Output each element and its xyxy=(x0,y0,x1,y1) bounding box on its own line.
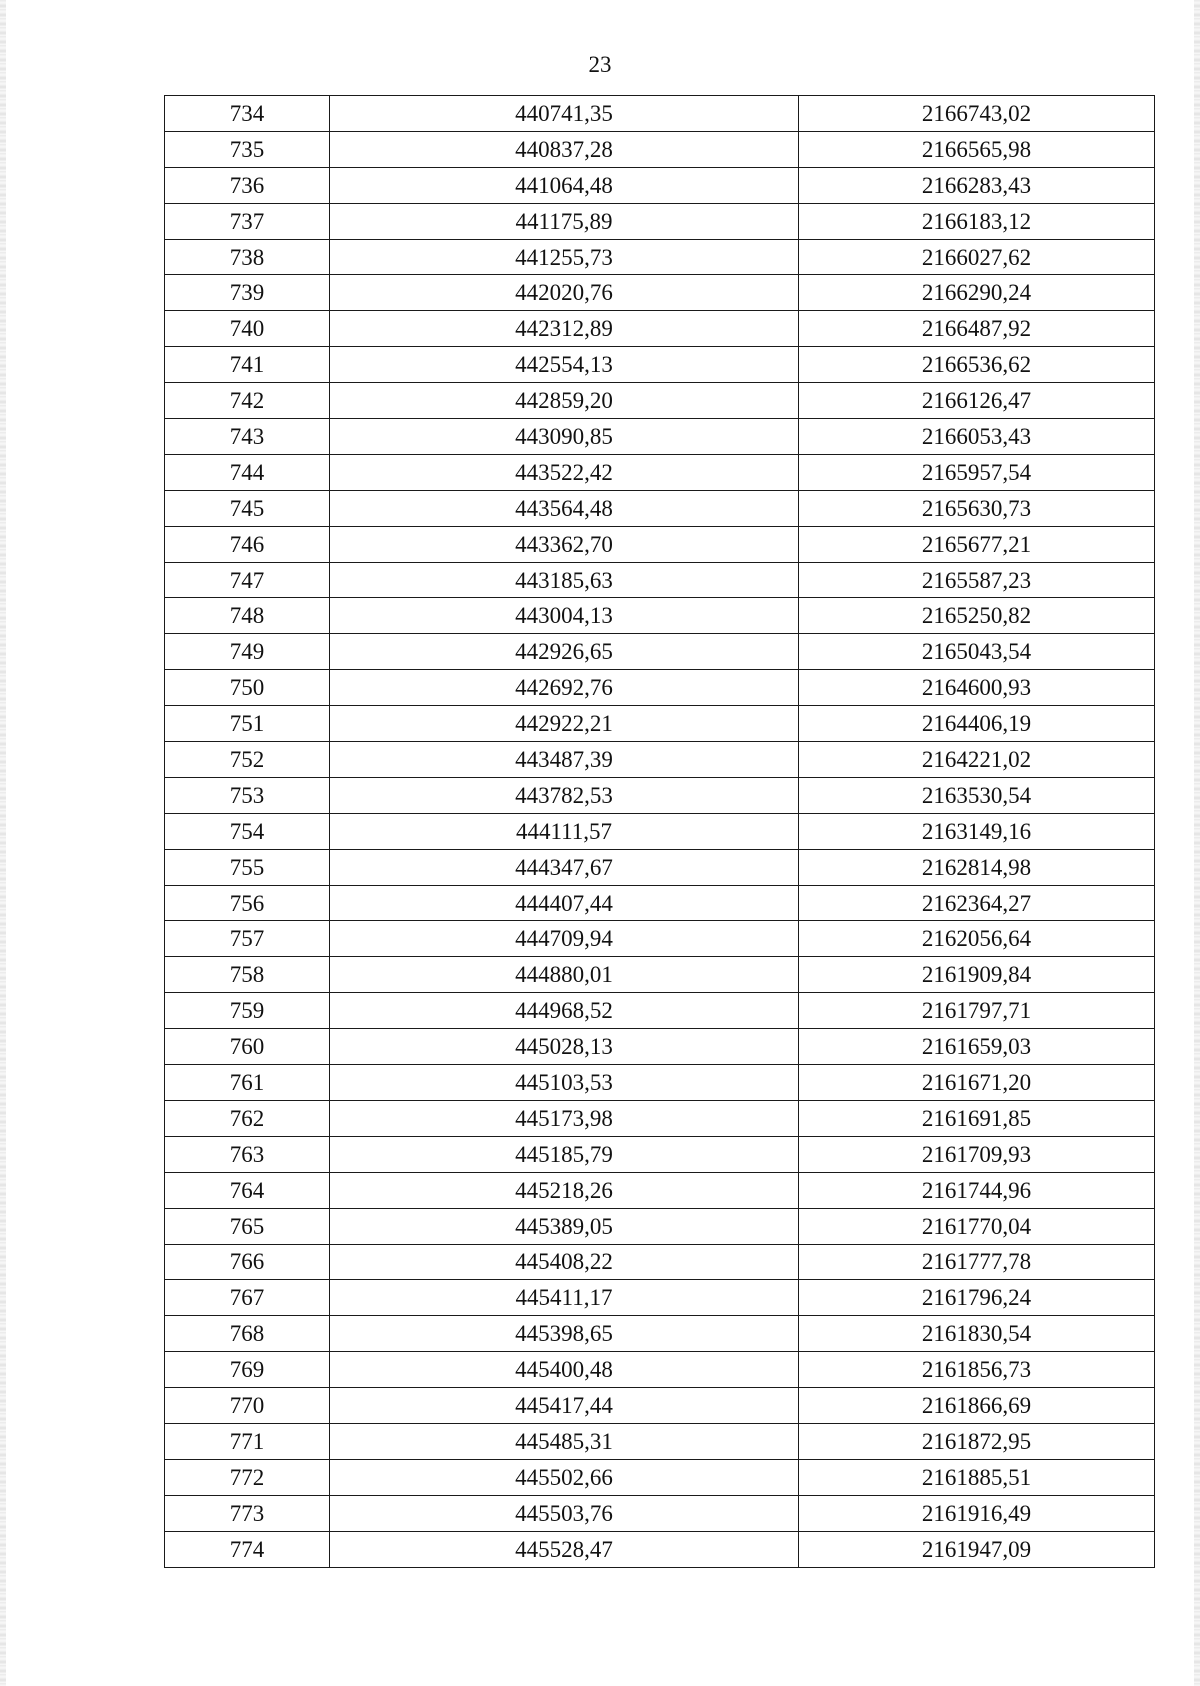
point-number-cell: 735 xyxy=(165,131,330,167)
table-row xyxy=(165,598,1155,634)
y-coordinate-cell: 2166027,62 xyxy=(799,239,1155,275)
x-coordinate-cell: 444709,94 xyxy=(330,921,799,957)
x-coordinate-cell: 443090,85 xyxy=(330,419,799,455)
y-coordinate-cell: 2162814,98 xyxy=(799,849,1155,885)
table-row xyxy=(165,1459,1155,1495)
y-coordinate-cell: 2161916,49 xyxy=(799,1495,1155,1531)
y-coordinate-cell: 2161797,71 xyxy=(799,993,1155,1029)
y-coordinate-cell: 2166536,62 xyxy=(799,347,1155,383)
y-coordinate-cell: 2162056,64 xyxy=(799,921,1155,957)
y-coordinate-cell: 2161709,93 xyxy=(799,1136,1155,1172)
table-row xyxy=(165,1388,1155,1424)
point-number-cell: 734 xyxy=(165,96,330,132)
x-coordinate-cell: 443362,70 xyxy=(330,526,799,562)
y-coordinate-cell: 2165043,54 xyxy=(799,634,1155,670)
point-number-cell: 754 xyxy=(165,813,330,849)
point-number-cell: 750 xyxy=(165,670,330,706)
x-coordinate-cell: 442926,65 xyxy=(330,634,799,670)
x-coordinate-cell: 442312,89 xyxy=(330,311,799,347)
table-row xyxy=(165,419,1155,455)
point-number-cell: 749 xyxy=(165,634,330,670)
y-coordinate-cell: 2161856,73 xyxy=(799,1352,1155,1388)
point-number-cell: 760 xyxy=(165,1029,330,1065)
point-number-cell: 755 xyxy=(165,849,330,885)
scan-edge-left xyxy=(0,0,6,1686)
table-row xyxy=(165,1495,1155,1531)
table-row xyxy=(165,957,1155,993)
table-row xyxy=(165,275,1155,311)
y-coordinate-cell: 2164406,19 xyxy=(799,706,1155,742)
x-coordinate-cell: 445502,66 xyxy=(330,1459,799,1495)
table-row xyxy=(165,993,1155,1029)
y-coordinate-cell: 2161659,03 xyxy=(799,1029,1155,1065)
point-number-cell: 768 xyxy=(165,1316,330,1352)
table-row xyxy=(165,383,1155,419)
x-coordinate-cell: 444968,52 xyxy=(330,993,799,1029)
y-coordinate-cell: 2165250,82 xyxy=(799,598,1155,634)
point-number-cell: 744 xyxy=(165,454,330,490)
x-coordinate-cell: 445417,44 xyxy=(330,1388,799,1424)
table-row xyxy=(165,921,1155,957)
x-coordinate-cell: 444880,01 xyxy=(330,957,799,993)
table-row xyxy=(165,1136,1155,1172)
x-coordinate-cell: 443564,48 xyxy=(330,490,799,526)
y-coordinate-cell: 2161830,54 xyxy=(799,1316,1155,1352)
table-row xyxy=(165,1208,1155,1244)
point-number-cell: 748 xyxy=(165,598,330,634)
x-coordinate-cell: 441064,48 xyxy=(330,167,799,203)
x-coordinate-cell: 442859,20 xyxy=(330,383,799,419)
table-row xyxy=(165,1280,1155,1316)
x-coordinate-cell: 442922,21 xyxy=(330,706,799,742)
table-row xyxy=(165,670,1155,706)
point-number-cell: 766 xyxy=(165,1244,330,1280)
x-coordinate-cell: 445185,79 xyxy=(330,1136,799,1172)
x-coordinate-cell: 443004,13 xyxy=(330,598,799,634)
x-coordinate-cell: 443487,39 xyxy=(330,742,799,778)
point-number-cell: 761 xyxy=(165,1065,330,1101)
x-coordinate-cell: 445389,05 xyxy=(330,1208,799,1244)
point-number-cell: 769 xyxy=(165,1352,330,1388)
x-coordinate-cell: 445528,47 xyxy=(330,1531,799,1567)
y-coordinate-cell: 2163149,16 xyxy=(799,813,1155,849)
point-number-cell: 762 xyxy=(165,1100,330,1136)
y-coordinate-cell: 2166487,92 xyxy=(799,311,1155,347)
y-coordinate-cell: 2164221,02 xyxy=(799,742,1155,778)
table-row xyxy=(165,1423,1155,1459)
point-number-cell: 753 xyxy=(165,777,330,813)
table-row xyxy=(165,885,1155,921)
x-coordinate-cell: 445398,65 xyxy=(330,1316,799,1352)
point-number-cell: 752 xyxy=(165,742,330,778)
y-coordinate-cell: 2161770,04 xyxy=(799,1208,1155,1244)
y-coordinate-cell: 2166126,47 xyxy=(799,383,1155,419)
point-number-cell: 764 xyxy=(165,1172,330,1208)
table-row xyxy=(165,634,1155,670)
table-row xyxy=(165,813,1155,849)
point-number-cell: 774 xyxy=(165,1531,330,1567)
x-coordinate-cell: 445028,13 xyxy=(330,1029,799,1065)
table-row xyxy=(165,167,1155,203)
point-number-cell: 773 xyxy=(165,1495,330,1531)
x-coordinate-cell: 444347,67 xyxy=(330,849,799,885)
x-coordinate-cell: 445173,98 xyxy=(330,1100,799,1136)
y-coordinate-cell: 2166283,43 xyxy=(799,167,1155,203)
point-number-cell: 738 xyxy=(165,239,330,275)
point-number-cell: 757 xyxy=(165,921,330,957)
point-number-cell: 756 xyxy=(165,885,330,921)
x-coordinate-cell: 441255,73 xyxy=(330,239,799,275)
y-coordinate-cell: 2161744,96 xyxy=(799,1172,1155,1208)
point-number-cell: 758 xyxy=(165,957,330,993)
table-row xyxy=(165,311,1155,347)
table-row xyxy=(165,1531,1155,1567)
table-row xyxy=(165,1065,1155,1101)
point-number-cell: 743 xyxy=(165,419,330,455)
y-coordinate-cell: 2165957,54 xyxy=(799,454,1155,490)
y-coordinate-cell: 2161866,69 xyxy=(799,1388,1155,1424)
table-row xyxy=(165,1352,1155,1388)
y-coordinate-cell: 2165587,23 xyxy=(799,562,1155,598)
y-coordinate-cell: 2161691,85 xyxy=(799,1100,1155,1136)
y-coordinate-cell: 2166290,24 xyxy=(799,275,1155,311)
y-coordinate-cell: 2161885,51 xyxy=(799,1459,1155,1495)
y-coordinate-cell: 2166565,98 xyxy=(799,131,1155,167)
table-row xyxy=(165,347,1155,383)
point-number-cell: 770 xyxy=(165,1388,330,1424)
table-row xyxy=(165,1029,1155,1065)
table-row xyxy=(165,526,1155,562)
point-number-cell: 742 xyxy=(165,383,330,419)
point-number-cell: 759 xyxy=(165,993,330,1029)
y-coordinate-cell: 2162364,27 xyxy=(799,885,1155,921)
table-row xyxy=(165,706,1155,742)
table-row xyxy=(165,454,1155,490)
page-number: 23 xyxy=(588,52,612,77)
table-row xyxy=(165,203,1155,239)
y-coordinate-cell: 2161947,09 xyxy=(799,1531,1155,1567)
y-coordinate-cell: 2164600,93 xyxy=(799,670,1155,706)
y-coordinate-cell: 2161796,24 xyxy=(799,1280,1155,1316)
table-row xyxy=(165,1100,1155,1136)
x-coordinate-cell: 443522,42 xyxy=(330,454,799,490)
x-coordinate-cell: 445408,22 xyxy=(330,1244,799,1280)
y-coordinate-cell: 2166183,12 xyxy=(799,203,1155,239)
table-row xyxy=(165,131,1155,167)
table-row xyxy=(165,96,1155,132)
point-number-cell: 739 xyxy=(165,275,330,311)
x-coordinate-cell: 445411,17 xyxy=(330,1280,799,1316)
point-number-cell: 765 xyxy=(165,1208,330,1244)
x-coordinate-cell: 440741,35 xyxy=(330,96,799,132)
table-row xyxy=(165,849,1155,885)
coordinates-table xyxy=(164,95,1155,1568)
point-number-cell: 746 xyxy=(165,526,330,562)
x-coordinate-cell: 445503,76 xyxy=(330,1495,799,1531)
x-coordinate-cell: 445218,26 xyxy=(330,1172,799,1208)
y-coordinate-cell: 2161671,20 xyxy=(799,1065,1155,1101)
y-coordinate-cell: 2165630,73 xyxy=(799,490,1155,526)
point-number-cell: 741 xyxy=(165,347,330,383)
scan-edge-right xyxy=(1194,0,1200,1686)
point-number-cell: 751 xyxy=(165,706,330,742)
y-coordinate-cell: 2165677,21 xyxy=(799,526,1155,562)
point-number-cell: 763 xyxy=(165,1136,330,1172)
x-coordinate-cell: 440837,28 xyxy=(330,131,799,167)
point-number-cell: 747 xyxy=(165,562,330,598)
point-number-cell: 737 xyxy=(165,203,330,239)
x-coordinate-cell: 444407,44 xyxy=(330,885,799,921)
x-coordinate-cell: 444111,57 xyxy=(330,813,799,849)
x-coordinate-cell: 442554,13 xyxy=(330,347,799,383)
x-coordinate-cell: 443782,53 xyxy=(330,777,799,813)
x-coordinate-cell: 445485,31 xyxy=(330,1423,799,1459)
y-coordinate-cell: 2161777,78 xyxy=(799,1244,1155,1280)
table-row xyxy=(165,777,1155,813)
point-number-cell: 771 xyxy=(165,1423,330,1459)
coordinates-table-body xyxy=(165,96,1155,1568)
y-coordinate-cell: 2166743,02 xyxy=(799,96,1155,132)
x-coordinate-cell: 441175,89 xyxy=(330,203,799,239)
point-number-cell: 736 xyxy=(165,167,330,203)
table-row xyxy=(165,1316,1155,1352)
point-number-cell: 767 xyxy=(165,1280,330,1316)
point-number-cell: 772 xyxy=(165,1459,330,1495)
table-row xyxy=(165,1244,1155,1280)
x-coordinate-cell: 445400,48 xyxy=(330,1352,799,1388)
x-coordinate-cell: 445103,53 xyxy=(330,1065,799,1101)
y-coordinate-cell: 2161872,95 xyxy=(799,1423,1155,1459)
y-coordinate-cell: 2163530,54 xyxy=(799,777,1155,813)
table-row xyxy=(165,490,1155,526)
x-coordinate-cell: 442020,76 xyxy=(330,275,799,311)
x-coordinate-cell: 442692,76 xyxy=(330,670,799,706)
x-coordinate-cell: 443185,63 xyxy=(330,562,799,598)
y-coordinate-cell: 2166053,43 xyxy=(799,419,1155,455)
table-row xyxy=(165,1172,1155,1208)
point-number-cell: 740 xyxy=(165,311,330,347)
table-row xyxy=(165,239,1155,275)
y-coordinate-cell: 2161909,84 xyxy=(799,957,1155,993)
table-row xyxy=(165,742,1155,778)
point-number-cell: 745 xyxy=(165,490,330,526)
table-row xyxy=(165,562,1155,598)
